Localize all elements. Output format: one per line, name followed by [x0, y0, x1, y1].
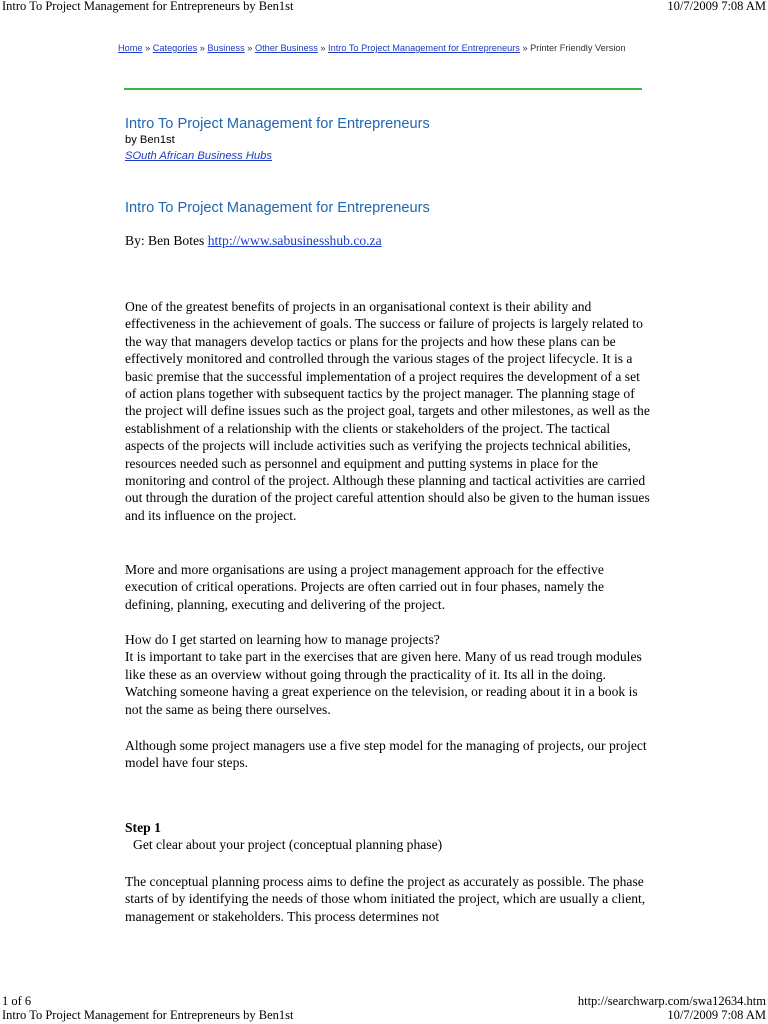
paragraph-conceptual — [125, 873, 650, 925]
breadcrumb-article[interactable]: Intro To Project Management for Entrepreneurs — [328, 43, 520, 53]
footer-datetime: 10/7/2009 7:08 AM — [667, 1008, 766, 1022]
article-title: Intro To Project Management for Entrepreneurs — [125, 116, 430, 132]
breadcrumb-home[interactable]: Home — [118, 43, 143, 53]
print-header-title: Intro To Project Management for Entrepreneurs by Ben1st — [2, 0, 294, 13]
page-number: 1 of 6 — [2, 994, 32, 1008]
breadcrumb-business[interactable]: Business — [207, 43, 245, 53]
breadcrumb — [118, 43, 678, 53]
article-byline: by Ben1st — [125, 134, 175, 146]
paragraph-text: More and more organisations are using a project management approach for the effective execution of critical operations. Projects are often carried out in four phases, namely the defining, planning, executing and delivering of the project. — [125, 562, 605, 612]
footer-title: Intro To Project Management for Entrepreneurs by Ben1st — [2, 1008, 294, 1022]
paragraph-organisations — [125, 561, 650, 613]
print-header-datetime: 10/7/2009 7:08 AM — [667, 0, 766, 13]
paragraph-benefits — [125, 298, 650, 524]
paragraph-getting-started — [125, 631, 650, 718]
breadcrumb-separator: » — [522, 43, 528, 53]
breadcrumb-categories[interactable]: Categories — [152, 43, 198, 53]
paragraph-model — [125, 737, 650, 772]
author-prefix: By: Ben Botes — [125, 233, 208, 248]
author-url-link[interactable]: http://www.sabusinesshub.co.za — [207, 233, 382, 248]
print-header — [0, 0, 768, 15]
breadcrumb-other-business[interactable]: Other Business — [254, 43, 318, 53]
paragraph-text: The conceptual planning process aims to define the project as accurately as possible. The phase starts of by identifying the needs of those whom initiated the project, which are usually a client, management or stakeholders. This process determines not — [125, 874, 646, 924]
step-1-title: Step 1 — [125, 820, 161, 835]
author-line — [125, 233, 382, 249]
step-1-subtitle: Get clear about your project (conceptual planning phase) — [133, 837, 443, 852]
footer-url: http://searchwarp.com/swa12634.htm — [577, 994, 766, 1008]
breadcrumb-separator: » — [247, 43, 253, 53]
breadcrumb-separator: » — [145, 43, 151, 53]
article-subtitle: Intro To Project Management for Entrepreneurs — [125, 200, 430, 216]
breadcrumb-separator: » — [199, 43, 205, 53]
paragraph-text: It is important to take part in the exercises that are given here. Many of us read trough modules like these as an overview without going through the practicality of it. Its all in the doing. Watching someone having a great experience on the television, or reading about it in a book is not the same as being there ourselves. — [125, 649, 642, 717]
green-divider — [124, 88, 642, 90]
paragraph-text: Although some project managers use a five step model for the managing of projects, our project model have four steps. — [125, 738, 647, 771]
paragraph-question: How do I get started on learning how to manage projects? — [125, 632, 440, 647]
breadcrumb-printer-friendly: Printer Friendly Version — [530, 43, 626, 53]
paragraph-text: One of the greatest benefits of projects in an organisational context is their ability and effectiveness in the achievement of goals. The success or failure of projects is largely related to the way that managers develop tactics or plans for the projects and how these plans can be effectively monitored and controlled through the various stages of the project lifecycle. It is a basic premise that the successful implementation of a project requires the development of a set of action plans together with subsequent tactics by the project manager. The planning stage of the project will define issues such as the project goal, targets and other milestones, as well as the establishment of a relationship with the clients or stakeholders of the project. The tactical aspects of the projects will include activities such as verifying the projects technical abilities, resources needed such as personnel and equipment and putting systems in place for the monitoring and control of the project. Although these planning and tactical activities are carried out through the duration of the project careful attention should also be given to the human issues and its influence on the project. — [125, 299, 650, 523]
breadcrumb-separator: » — [320, 43, 326, 53]
source-link[interactable]: SOuth African Business Hubs — [125, 150, 272, 162]
print-footer — [0, 994, 768, 1024]
